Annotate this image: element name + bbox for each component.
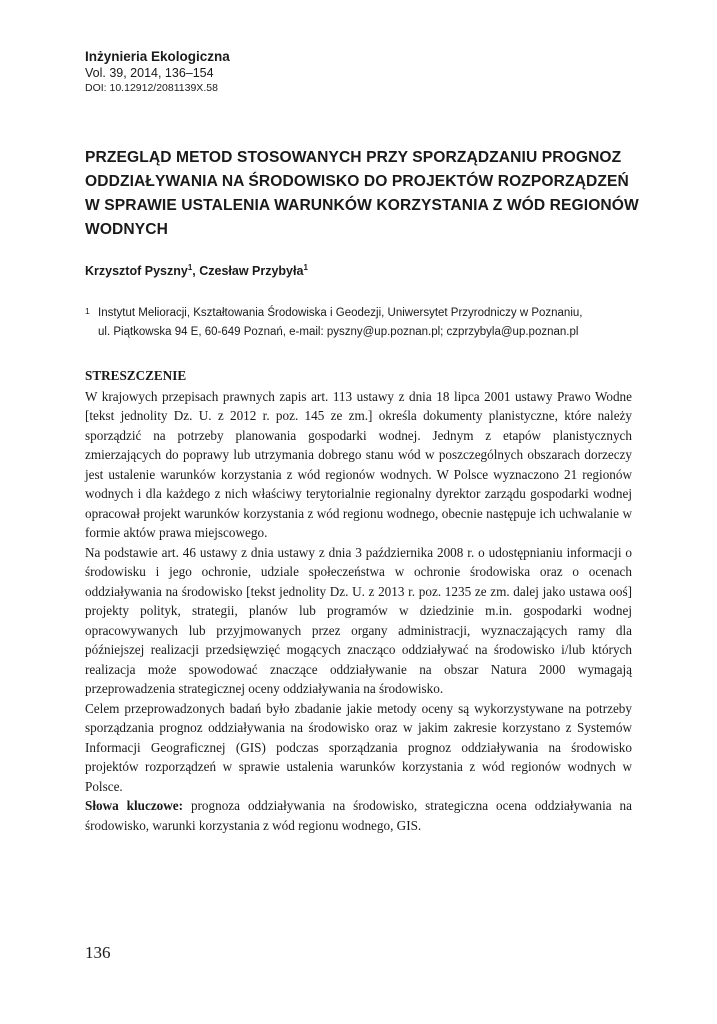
abstract-paragraph: W krajowych przepisach prawnych zapis art. 113 ustawy z dnia 18 lipca 2001 ustawy Prawo Wodne [tekst jednolity Dz. U. z 2012 r. poz. 145 ze zm.] określa dokumenty planistyczne, które należy sporządzić na potrzeby planowania gospodarki wodnej. Jednym z etapów planistycznych zmierzających do poprawy lub utrzymania dobrego stanu wód w poszczególnych obszarach dorzeczy jest ustalenie warunków korzystania z wód regionów wodnych. W Polsce wyznaczono 21 regionów wodnych i dla każdego z nich właściwy terytorialnie regionalny dyrektor zarządu gospodarki wodnej opracował projekt warunków korzystania z wód regionu wodnego, obecnie następuje ich uchwalanie w formie aktów prawa miejscowego. [85,388,632,540]
article-title: PRZEGLĄD METOD STOSOWANYCH PRZY SPORZĄDZANIU PROGNOZ ODDZIAŁYWANIA NA ŚRODOWISKO DO PROJEKTÓW ROZPORZĄDZEŃ W SPRAWIE USTALENIA WARUNKÓW KORZYSTANIA Z WÓD REGIONÓW WODNYCH [85,149,639,238]
page-number: 136 [85,943,111,962]
author-list [85,263,308,278]
affiliation-line: ul. Piątkowska 94 E, 60-649 Poznań, e-mail: pyszny@up.poznan.pl; czprzybyla@up.poznan.pl [98,326,579,338]
abstract-paragraph: Na podstawie art. 46 ustawy z dnia ustawy z dnia 3 października 2008 r. o udostępnianiu informacji o środowisku i jego ochronie, udziale społeczeństwa w ochronie środowiska oraz o ocenach oddziaływania na środowisko [tekst jednolity Dz. U. z 2013 r. poz. 1235 ze zm. dalej jako ustawa ooś] projekty polityk, strategii, planów lub programów w dziedzinie m.in. gospodarki wodnej opracowywanych lub przyjmowanych przez organy administracji, wyznaczających ramy dla późniejszej realizacji przedsięwzięć mogących znacząco oddziaływać na środowisko i/lub których realizacja może spowodować znaczące oddziaływanie na obszar Natura 2000 wymagają przeprowadzenia strategicznej oceny oddziaływania na środowisko. [85,544,632,696]
abstract-heading: STRESZCZENIE [85,368,187,383]
keywords [85,796,632,835]
keywords-label: Słowa kluczowe: [85,798,184,813]
author-affiliation-mark: 1 [303,263,308,272]
author-name: Czesław Przybyła [199,264,304,279]
author-separator: , [192,264,200,279]
journal-doi: DOI: 10.12912/2081139X.58 [85,82,218,94]
journal-header [85,48,230,95]
journal-volume: Vol. 39, 2014, 136–154 [85,66,214,80]
abstract-paragraph: Celem przeprowadzonych badań było zbadanie jakie metody oceny są wykorzystywane na potrzeby sporządzania prognoz oddziaływania na środowisko oraz w jakim zakresie korzystano z Systemów Informacji Geograficznej (GIS) podczas sporządzania prognoz oddziaływania na środowisko projektów rozporządzeń w sprawie ustalenia warunków korzystania z wód regionów wodnych w Polsce. [85,700,632,794]
abstract-section [85,366,632,835]
keywords-text: prognoza oddziaływania na środowisko, strategiczna ocena oddziaływania na środowisko, warunki korzystania z wód regionu wodnego, GIS. [85,798,632,833]
author-name: Krzysztof Pyszny [85,264,188,279]
affiliation-number: 1 [85,306,90,316]
journal-name: Inżynieria Ekologiczna [85,49,230,64]
affiliation-line: Instytut Melioracji, Kształtowania Środowiska i Geodezji, Uniwersytet Przyrodniczy w Poznaniu, [98,307,583,319]
author-affiliation-mark: 1 [187,263,193,272]
affiliation [85,304,633,342]
